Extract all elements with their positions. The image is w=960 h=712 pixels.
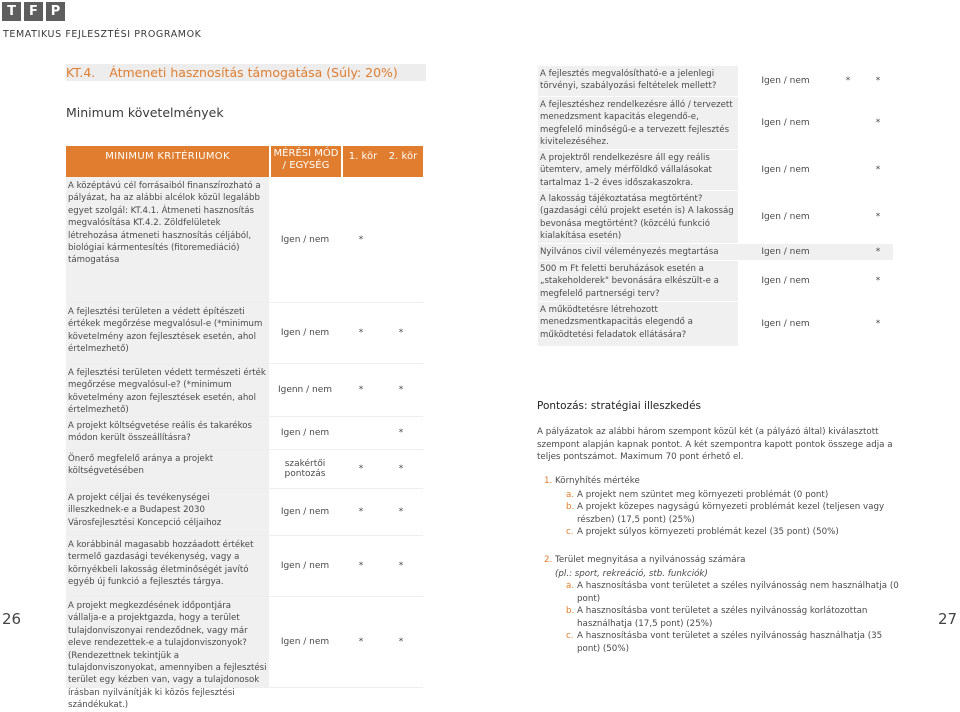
round2-cell bbox=[381, 177, 421, 302]
criterion-text: A projekt céljai és tevékenységei illeszkednek-e a Budapest 2030 Városfejlesztési Koncepció céljaihoz bbox=[66, 489, 269, 535]
criterion-text: Önerő megfelelő aránya a projekt költségvetésében bbox=[66, 450, 269, 488]
item-letter: a. bbox=[566, 581, 575, 591]
table-row bbox=[66, 597, 423, 711]
criterion-text: A fejlesztés megvalósítható-e a jelenlegi törvényi, szabályozási feltételek mellett? bbox=[538, 66, 738, 96]
round2-cell: * bbox=[875, 276, 881, 286]
measure-cell: Igen / nem bbox=[761, 276, 810, 286]
logo-letter: F bbox=[24, 2, 43, 21]
logo-letter: P bbox=[46, 2, 65, 21]
criterion-text: A fejlesztéshez rendelkezésre álló / tervezett menedzsment kapacitás elegendő-e, megfelelő minőségű-e a tervezett fejlesztés kivitelezéséhez. bbox=[538, 97, 738, 149]
list-item bbox=[555, 630, 900, 655]
criterion-text: A középtávú cél forrásaiból finanszírozható a pályázat, ha az alábbi alcélok közül legalább egyet szolgál: KT.4.1. Átmeneti hasznosítás megvalósítása KT.4.2. Zöldfelületek létrehozása átmeneti hasznosítás céljából, biológiai kármentesítés (fitoremediáció) támogatása bbox=[66, 177, 269, 302]
table-row bbox=[66, 177, 423, 303]
criterion-text: A projekt költségvetése reális és takarékos módon került összeállításra? bbox=[66, 417, 269, 449]
round2-cell: * bbox=[398, 561, 404, 571]
list-item bbox=[555, 580, 900, 605]
round2-cell: * bbox=[875, 319, 881, 329]
round1-cell bbox=[341, 417, 381, 449]
list-number: 1. bbox=[544, 476, 553, 486]
table-row bbox=[538, 191, 893, 244]
round2-cell: * bbox=[398, 464, 404, 474]
measure-cell: szakértői pontozás bbox=[284, 459, 326, 479]
measure-cell: Igen / nem bbox=[761, 247, 810, 257]
header-criteria: MINIMUM KRITÉRIUMOK bbox=[66, 146, 269, 177]
measure-cell: Igen / nem bbox=[280, 234, 330, 245]
criterion-text: A működtetésre létrehozott menedzsmentkapacitás elegendő a működtetési feladatok ellátására? bbox=[538, 302, 738, 346]
item-text: A hasznosításba vont területet a széles nyilvánosság nem használhatja (0 pont) bbox=[577, 581, 899, 604]
table-row bbox=[538, 150, 893, 191]
round1-cell bbox=[833, 244, 863, 260]
criterion-text: A fejlesztési területen védett természeti érték megőrzése megvalósul-e? (*minimum követelmény azon fejlesztések esetén, ahol értelmezhető) bbox=[66, 364, 269, 416]
round1-cell bbox=[833, 302, 863, 346]
round2-cell: * bbox=[398, 328, 404, 338]
measure-cell: Igen / nem bbox=[280, 507, 330, 517]
table-row bbox=[66, 489, 423, 536]
logo-letter: T bbox=[2, 2, 21, 21]
table-row bbox=[538, 97, 893, 150]
measure-cell: Igen / nem bbox=[761, 212, 810, 222]
tfp-logo bbox=[2, 2, 65, 21]
round1-cell: * bbox=[358, 507, 364, 517]
round1-cell bbox=[833, 191, 863, 243]
measure-cell: Igen / nem bbox=[761, 118, 810, 128]
page-number-right: 27 bbox=[938, 610, 958, 628]
list-item bbox=[555, 526, 900, 539]
criteria-table-right bbox=[538, 66, 893, 347]
round1-cell: * bbox=[358, 561, 364, 571]
header-round1: 1. kör bbox=[343, 146, 383, 177]
round2-cell: * bbox=[875, 212, 881, 222]
table-row bbox=[66, 536, 423, 597]
round2-cell: * bbox=[398, 507, 404, 517]
measure-cell: Igen / nem bbox=[761, 165, 810, 175]
item-letter: c. bbox=[566, 631, 574, 641]
measure-cell: Igen / nem bbox=[280, 428, 330, 438]
item-letter: b. bbox=[566, 502, 575, 512]
item-letter: a. bbox=[566, 489, 575, 500]
round1-cell bbox=[833, 261, 863, 301]
table-row bbox=[66, 450, 423, 489]
item-text: A projekt súlyos környezeti problémát kezel (35 pont) (50%) bbox=[577, 527, 839, 537]
criterion-text: A lakosság tájékoztatása megtörtént? (gazdasági célú projekt esetén is) A lakosság bevonása megtörtént? (közcélú funkció kialakítása esetén) bbox=[538, 191, 738, 243]
round2-cell: * bbox=[398, 637, 404, 647]
scoring-list-1 bbox=[544, 475, 900, 539]
scoring-paragraph: A pályázatok az alábbi három szempont közül két (a pályázó által) kiválasztott szempont alapján kapnak pontot. A két szempontra kapott pontok összege adja a teljes pontszámot. Maximum 70 pont érhető el. bbox=[537, 427, 893, 462]
table-header bbox=[66, 146, 423, 177]
section-number: KT.4. bbox=[66, 65, 96, 80]
measure-cell: Igen / nem bbox=[280, 637, 330, 647]
header-round2: 2. kör bbox=[383, 146, 423, 177]
table-row bbox=[538, 302, 893, 347]
item-text: A projekt közepes nagyságú környezeti problémát kezel (teljesen vagy részben) (17,5 pont) (25%) bbox=[577, 502, 885, 525]
round1-cell bbox=[833, 150, 863, 190]
round2-cell: * bbox=[875, 118, 881, 128]
item-text: A projekt nem szüntet meg környezeti problémát (0 pont) bbox=[577, 489, 829, 500]
item-letter: c. bbox=[566, 527, 574, 537]
list-item bbox=[555, 489, 900, 502]
list-title: Terület megnyitása a nyilvánosság számára bbox=[555, 555, 746, 565]
criterion-text: A projekt megkezdésének időpontjára vállalja-e a projektgazda, hogy a terület tulajdonviszonyai rendeződnek, vagy már eleve rendezettek-e a tulajdonviszonyok? (Rendezettnek tekintjük a tulajdonviszonyokat, amennyiben a fejlesztési terület egy kézben van, vagy a tulajdonosok írásban nyilvánítják ki közös fejlesztési szándékukat.) bbox=[66, 597, 269, 687]
criterion-text: A fejlesztési területen a védett építészeti értékek megőrzése megvalósul-e (*minimum követelmény azon fejlesztések esetén, ahol értelmezhető) bbox=[66, 303, 269, 363]
round1-cell: * bbox=[358, 637, 364, 647]
subheading: Minimum követelmények bbox=[66, 105, 224, 120]
criteria-table-left bbox=[66, 146, 423, 711]
table-row bbox=[66, 417, 423, 450]
brand-name: TEMATIKUS FEJLESZTÉSI PROGRAMOK bbox=[3, 29, 202, 40]
round2-cell: * bbox=[398, 428, 404, 438]
measure-cell: Igen / nem bbox=[280, 328, 330, 338]
table-row bbox=[538, 66, 893, 97]
criterion-text: Nyilvános civil véleményezés megtartása bbox=[540, 247, 719, 257]
criterion-text: A projektről rendelkezésre áll egy reális ütemterv, amely mérföldkő vállalásokat tartalmaz 1–2 éves időszakaszokra. bbox=[538, 150, 738, 190]
list-item bbox=[555, 501, 900, 526]
header-measure: MÉRÉSI MÓD / EGYSÉG bbox=[271, 146, 341, 177]
page-number-left: 26 bbox=[2, 610, 22, 628]
item-text: A hasznosításba vont területet a széles nyilvánosság használhatja (35 pont) (50%) bbox=[577, 631, 883, 654]
round1-cell: * bbox=[358, 464, 364, 474]
measure-cell: Igen / nem bbox=[280, 561, 330, 571]
round1-cell: * bbox=[358, 234, 364, 245]
measure-cell: Igen / nem bbox=[761, 76, 810, 86]
item-text: A hasznosításba vont területet a széles nyilvánosság korlátozottan használhatja (17,5 pont) (25%) bbox=[577, 606, 868, 629]
measure-cell: Igen / nem bbox=[761, 319, 810, 329]
section-heading bbox=[66, 64, 426, 81]
table-row bbox=[538, 244, 893, 261]
round2-cell: * bbox=[875, 76, 881, 86]
measure-cell: Igenn / nem bbox=[277, 385, 333, 395]
table-row bbox=[538, 261, 893, 302]
scoring-heading: Pontozás: stratégiai illeszkedés bbox=[537, 400, 702, 412]
list-title: Környhítés mértéke bbox=[555, 476, 640, 486]
list-subtitle: (pl.: sport, rekreáció, stb. funkciók) bbox=[555, 568, 708, 579]
round2-cell: * bbox=[398, 385, 404, 395]
scoring-list-2 bbox=[544, 554, 900, 655]
item-letter: b. bbox=[566, 606, 575, 616]
round2-cell: * bbox=[875, 165, 881, 175]
section-title: Átmeneti hasznosítás támogatása (Súly: 20%) bbox=[109, 65, 398, 80]
table-row bbox=[66, 364, 423, 417]
round1-cell: * bbox=[358, 328, 364, 338]
round1-cell: * bbox=[358, 385, 364, 395]
list-number: 2. bbox=[544, 555, 553, 565]
table-row bbox=[66, 303, 423, 364]
round1-cell bbox=[833, 97, 863, 149]
round1-cell: * bbox=[845, 76, 851, 86]
round2-cell: * bbox=[875, 247, 881, 257]
list-item bbox=[555, 605, 900, 630]
criterion-text: A korábbinál magasabb hozzáadott értéket termelő gazdasági tevékenység, vagy a környékbeli lakosság életminőségét javító egyéb új funkció a fejlesztés tárgya. bbox=[66, 536, 269, 596]
criterion-text: 500 m Ft feletti beruházások esetén a „stakeholderek" bevonására elkészült-e a megfelelő partnerségi terv? bbox=[538, 261, 738, 301]
